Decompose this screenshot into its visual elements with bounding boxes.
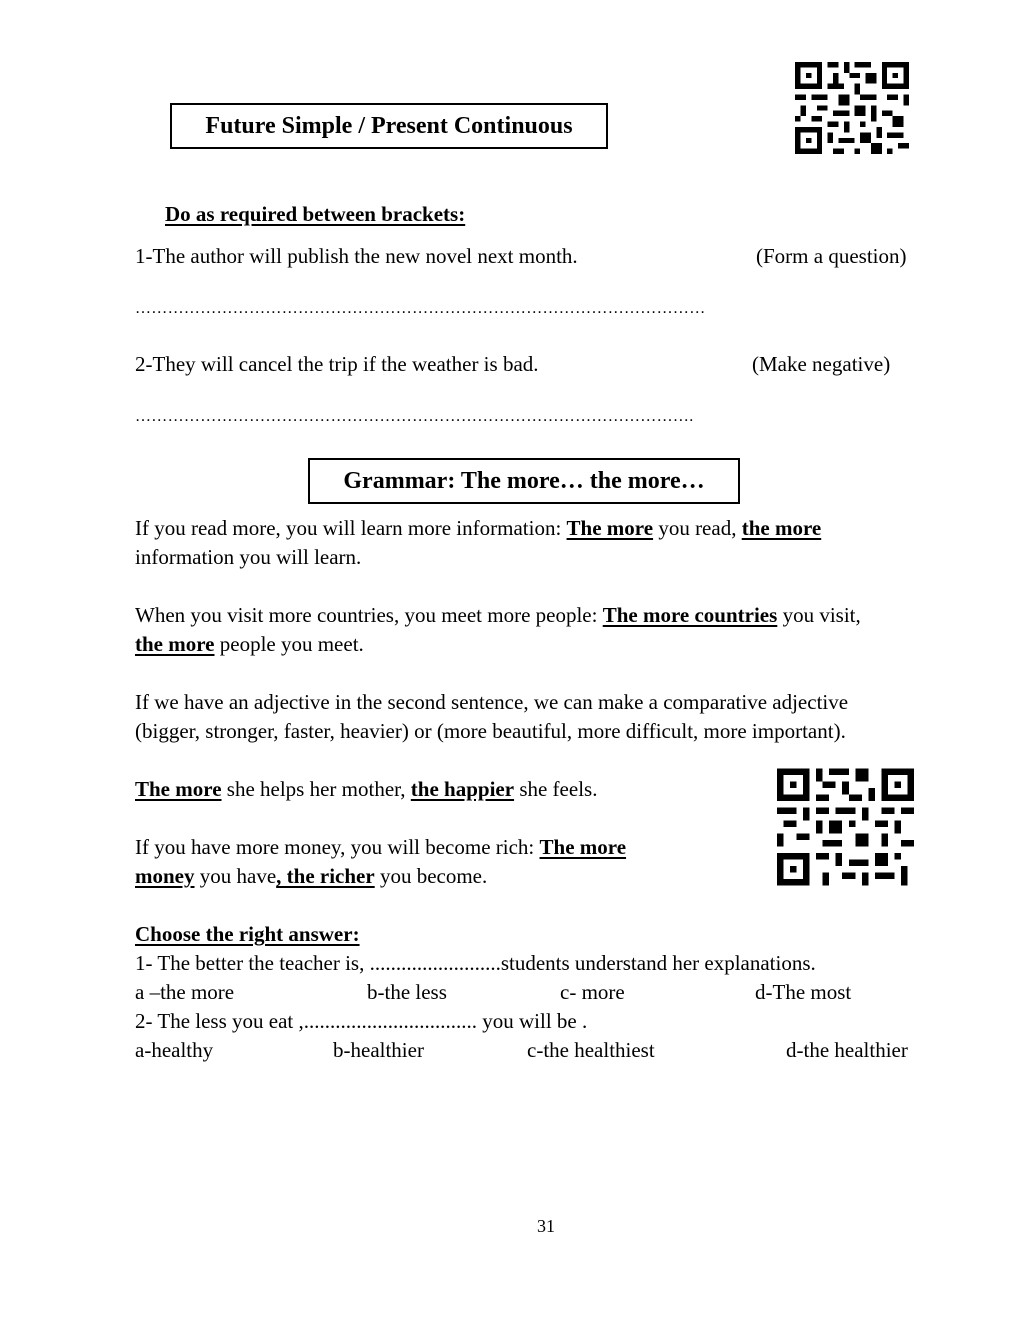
p4-text-b: she helps her mother, (221, 777, 411, 801)
exercise-heading: Choose the right answer: (135, 922, 360, 946)
answer-line-1: …………………………………………………………………………………………… (135, 300, 706, 317)
p2-emphasis-the-more: the more (135, 632, 215, 656)
p5-text-a: If you have more money, you will become rich: (135, 835, 540, 859)
qr-code-middle (777, 768, 914, 886)
p1-text-c: you read, (653, 516, 742, 540)
q2-option-c: c-the healthiest (527, 1038, 655, 1062)
paragraph-3-line-2: (bigger, stronger, faster, heavier) or (more beautiful, more difficult, more important). (135, 719, 846, 743)
question-1-sentence: 1-The author will publish the new novel next month. (135, 244, 578, 268)
q2-option-b: b-healthier (333, 1038, 424, 1062)
section-title-future-simple (170, 103, 608, 149)
q2-option-a: a-healthy (135, 1038, 214, 1062)
paragraph-2-line-2 (135, 632, 364, 657)
paragraph-1-line-2: information you will learn. (135, 545, 362, 569)
paragraph-1-line-1 (135, 516, 821, 541)
p5-text-f: you become. (374, 864, 488, 888)
q2-option-d: d-the healthier (786, 1038, 908, 1062)
p2-text-c: you visit, (777, 603, 861, 627)
q1-option-d: d-The most (755, 980, 852, 1004)
p1-emphasis-the-more: The more (566, 516, 654, 540)
paragraph-3-line-1: If we have an adjective in the second sentence, we can make a comparative adjective (135, 690, 849, 714)
p4-emphasis-the-happier: the happier (410, 777, 515, 801)
section-title-text: Future Simple / Present Continuous (205, 112, 573, 139)
grammar-title-text: Grammar: The more… the more… (343, 467, 705, 494)
exercise-question-1: 1- The better the teacher is, .........................students understand her explanations. (135, 951, 816, 975)
q1-option-b: b-the less (367, 980, 447, 1004)
paragraph-4 (135, 777, 597, 802)
question-2-sentence: 2-They will cancel the trip if the weather is bad. (135, 352, 539, 376)
paragraph-5-line-2 (135, 864, 487, 889)
section-title-grammar (308, 458, 740, 504)
question-2-task: (Make negative) (752, 352, 891, 376)
p1-emphasis-the-more-2: the more (741, 516, 822, 540)
p4-emphasis-the-more: The more (135, 777, 222, 801)
p5-text-d: you have (194, 864, 277, 888)
exercise-question-2: 2- The less you eat ,................................. you will be . (135, 1009, 588, 1033)
p5-emphasis-the-richer: , the richer (276, 864, 375, 888)
p2-text-a: When you visit more countries, you meet more people: (135, 603, 603, 627)
p4-text-d: she feels. (514, 777, 598, 801)
q1-option-c: c- more (560, 980, 625, 1004)
paragraph-2-line-1 (135, 603, 861, 628)
p1-text-a: If you read more, you will learn more information: (135, 516, 567, 540)
p2-text-e: people you meet. (214, 632, 364, 656)
p2-emphasis-the-more-countries: The more countries (602, 603, 778, 627)
p5-emphasis-the-more: The more (539, 835, 627, 859)
question-1-task: (Form a question) (756, 244, 907, 268)
instruction-heading: Do as required between brackets: (165, 202, 466, 226)
page-number: 31 (537, 1216, 555, 1236)
p5-emphasis-money: money (135, 864, 195, 888)
paragraph-5-line-1 (135, 835, 626, 860)
answer-line-2: …………………………………………………………………………………………. (135, 408, 694, 425)
q1-option-a: a –the more (135, 980, 235, 1004)
qr-code-top (795, 62, 909, 154)
